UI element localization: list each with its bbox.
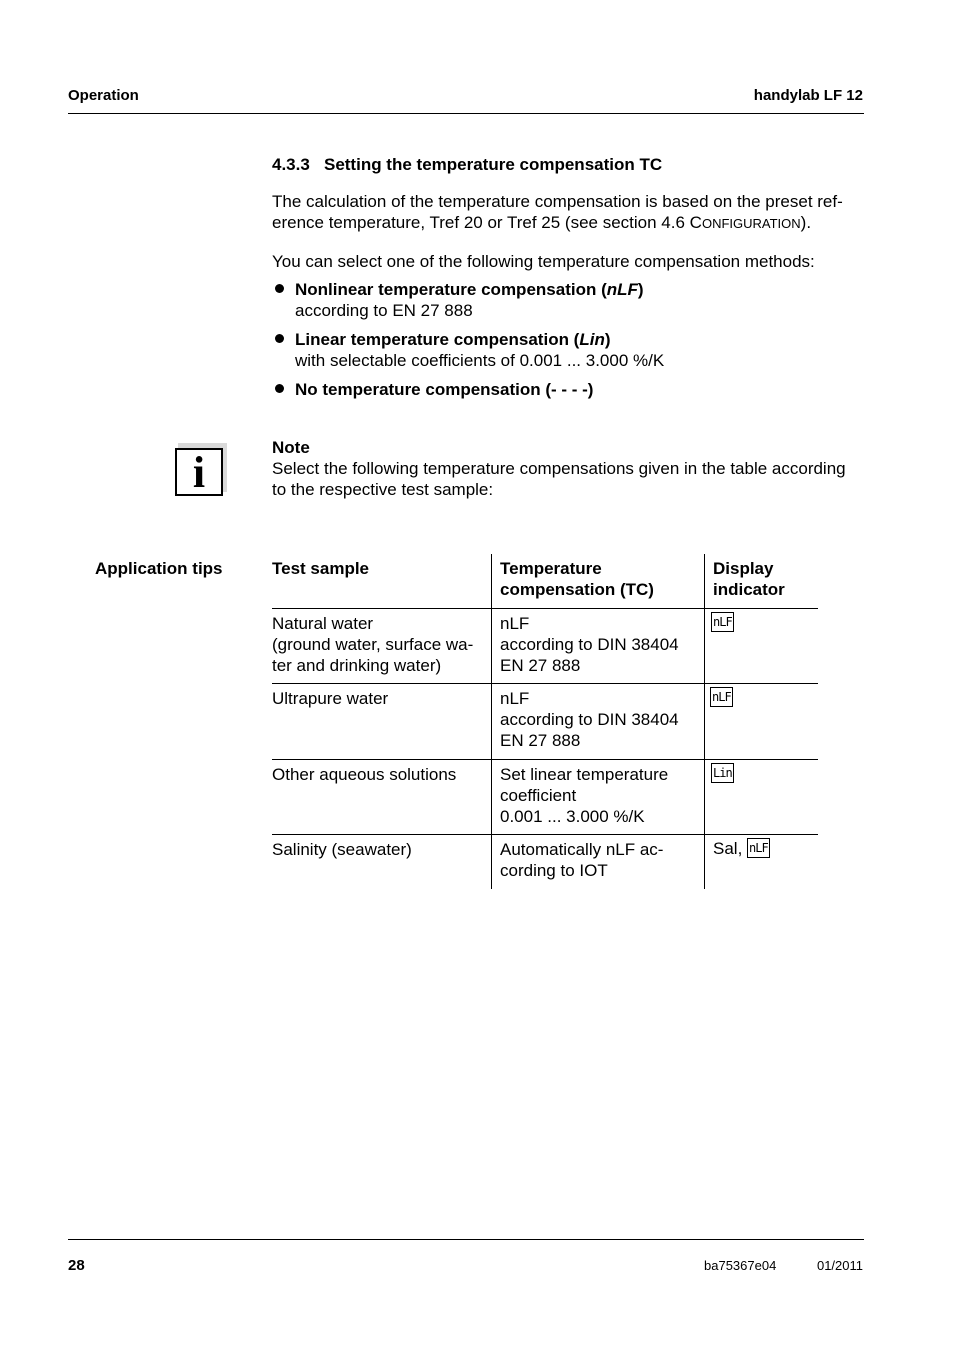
bullet-dot-icon (275, 284, 284, 293)
bullet-dot-icon (275, 334, 284, 343)
page-number: 28 (68, 1257, 85, 1274)
configuration-link-text: ONFIGURATION (701, 216, 801, 231)
note-line-1: Select the following temperature compensations given in the table according (272, 459, 846, 478)
display-indicator-sal: Sal, nLF (713, 839, 768, 858)
paragraph-1-line-2 (272, 212, 811, 234)
doc-date: 01/2011 (816, 1258, 863, 1273)
application-tips-label: Application tips (95, 559, 223, 578)
doc-number: ba75367e04 (704, 1258, 777, 1273)
table-cell-tc: Set linear temperature coefficient 0.001 ... 3.000 %/K (500, 765, 669, 826)
table-row: Salinity (seawater) (272, 840, 412, 859)
display-indicator-lin: Lin (711, 763, 734, 784)
table-row-divider (272, 834, 818, 835)
bullet-1 (295, 279, 644, 321)
note-heading: Note (272, 438, 310, 457)
table-header-display: Display indicator (713, 559, 785, 599)
bullet-dot-icon (275, 384, 284, 393)
table-cell-tc: nLF according to DIN 38404 EN 27 888 (500, 614, 679, 675)
running-header-left: Operation (68, 87, 139, 104)
table-cell-tc: Automatically nLF ac- cording to IOT (500, 840, 664, 880)
table-header-tc: Temperature compensation (TC) (500, 559, 654, 599)
table-row: Other aqueous solutions (272, 765, 457, 784)
table-row-divider (272, 683, 818, 684)
bullet-1-title: Nonlinear temperature compensation (nLF) (295, 280, 644, 299)
table-row: Ultrapure water (272, 689, 389, 708)
table-column-divider (704, 554, 705, 889)
section-title: 4.3.3 Setting the temperature compensation TC (272, 155, 663, 174)
table-row-divider (272, 608, 818, 609)
footer-rule (68, 1239, 864, 1240)
display-indicator-nlf: nLF (710, 687, 733, 708)
bullet-2-title: Linear temperature compensation (Lin) (295, 330, 611, 349)
paragraph-1-line-1: The calculation of the temperature compensation is based on the preset ref- (272, 192, 843, 211)
para1-close: ). (800, 213, 812, 232)
table-row: Natural water (ground water, surface wa- ter and drinking water) (272, 614, 474, 675)
info-icon: i (175, 443, 227, 495)
bullet-2-sub: with selectable coefficients of 0.001 ... 3.000 %/K (295, 351, 665, 370)
bullet-3-title: No temperature compensation (- - - -) (295, 380, 594, 399)
note-line-2: to the respective test sample: (272, 480, 494, 499)
running-header-right: handylab LF 12 (753, 87, 863, 104)
table-column-divider (491, 554, 492, 889)
header-rule (68, 113, 864, 114)
display-indicator-nlf: nLF (711, 612, 734, 633)
table-cell-tc: nLF according to DIN 38404 EN 27 888 (500, 689, 679, 750)
table-row-divider (272, 759, 818, 760)
table-header-test-sample: Test sample (272, 559, 370, 578)
bullet-2 (295, 329, 664, 371)
bullet-1-sub: according to EN 27 888 (295, 301, 473, 320)
para1-text: erence temperature, Tref 20 or Tref 25 (see section 4.6 C (272, 213, 702, 232)
paragraph-2: You can select one of the following temperature compensation methods: (272, 252, 815, 271)
